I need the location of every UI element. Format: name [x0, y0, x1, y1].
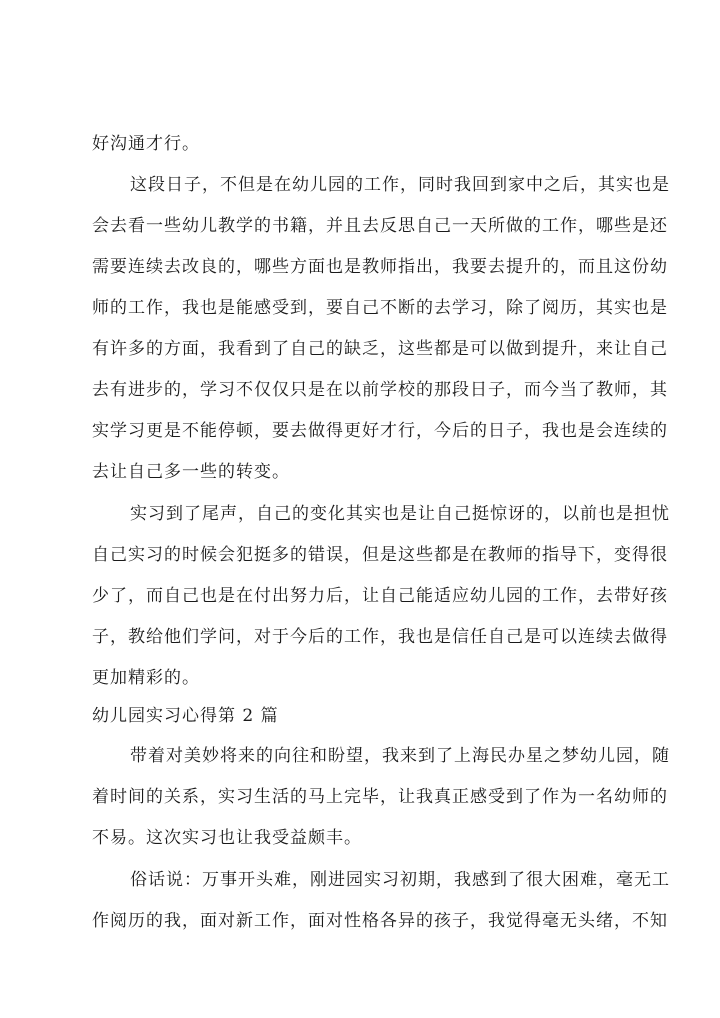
paragraph-line: 有许多的方面，我看到了自己的缺乏，这些都是可以做到提升，来让自己: [92, 339, 668, 359]
paragraph-line: 实学习更是不能停顿，要去做得更好才行，今后的日子，我也是会连续的: [92, 421, 668, 441]
paragraph-line: 俗话说：万事开头难，刚进园实习初期，我感到了很大困难，毫无工: [130, 870, 670, 890]
paragraph-line: 子，教给他们学问，对于今后的工作，我也是信任自己是可以连续去做得: [92, 627, 668, 647]
paragraph-line: 好沟通才行。: [92, 134, 200, 154]
paragraph-line: 着时间的关系，实习生活的马上完毕，让我真正感受到了作为一名幼师的: [92, 787, 668, 807]
paragraph-line: 去有进步的，学习不仅仅只是在以前学校的那段日子，而今当了教师，其: [92, 380, 668, 400]
section-heading: 幼儿园实习心得第 2 篇: [92, 706, 279, 726]
paragraph-line: 作阅历的我，面对新工作，面对性格各异的孩子，我觉得毫无头绪，不知: [92, 911, 668, 931]
paragraph-line: 会去看一些幼儿教学的书籍，并且去反思自己一天所做的工作，哪些是还: [92, 216, 668, 236]
paragraph-line: 不易。这次实习也让我受益颇丰。: [92, 828, 362, 848]
paragraph-line: 去让自己多一些的转变。: [92, 462, 290, 482]
paragraph-line: 师的工作，我也是能感受到，要自己不断的去学习，除了阅历，其实也是: [92, 298, 668, 318]
paragraph-line: 需要连续去改良的，哪些方面也是教师指出，我要去提升的，而且这份幼: [92, 257, 668, 277]
paragraph-line: 自己实习的时候会犯挺多的错误，但是这些都是在教师的指导下，变得很: [92, 545, 668, 565]
paragraph-line: 更加精彩的。: [92, 668, 200, 688]
paragraph-line: 带着对美妙将来的向往和盼望，我来到了上海民办星之梦幼儿园，随: [130, 746, 670, 766]
paragraph-line: 少了，而自己也是在付出努力后，让自己能适应幼儿园的工作，去带好孩: [92, 586, 668, 606]
paragraph-line: 这段日子，不但是在幼儿园的工作，同时我回到家中之后，其实也是: [130, 175, 670, 195]
paragraph-line: 实习到了尾声，自己的变化其实也是让自己挺惊讶的，以前也是担忧: [130, 504, 670, 524]
